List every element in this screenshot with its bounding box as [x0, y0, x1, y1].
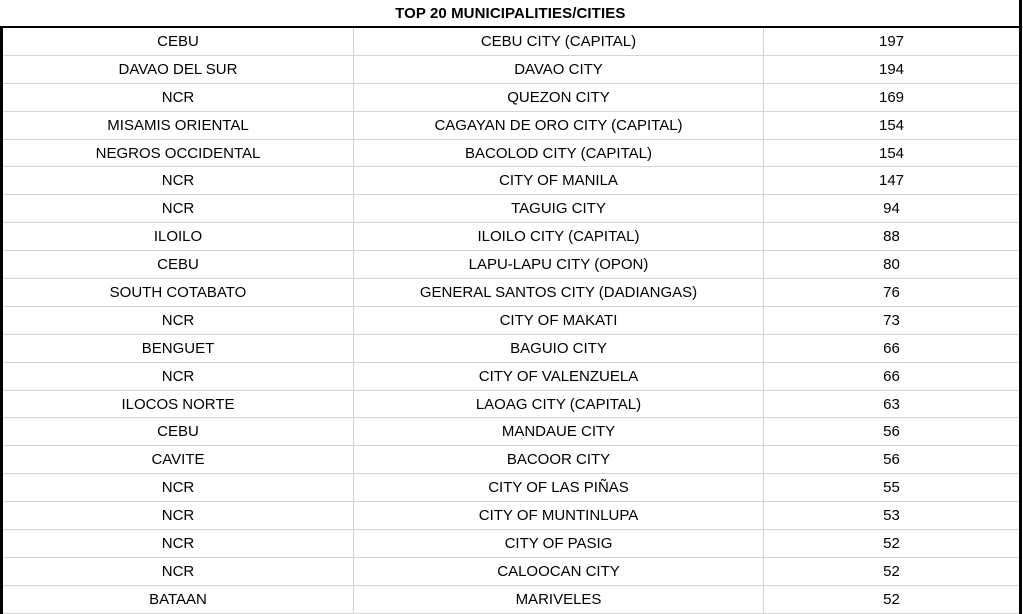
province-cell[interactable]: BATAAN: [2, 585, 354, 613]
count-cell[interactable]: 154: [764, 139, 1021, 167]
city-cell[interactable]: BACOLOD CITY (CAPITAL): [354, 139, 764, 167]
province-cell[interactable]: NEGROS OCCIDENTAL: [2, 139, 354, 167]
table-row: [2, 530, 1021, 558]
province-cell[interactable]: CEBU: [2, 27, 354, 55]
city-cell[interactable]: QUEZON CITY: [354, 83, 764, 111]
province-cell[interactable]: CAVITE: [2, 446, 354, 474]
table-row: [2, 55, 1021, 83]
table-body: [2, 27, 1021, 613]
table-row: [2, 418, 1021, 446]
city-cell[interactable]: GENERAL SANTOS CITY (DADIANGAS): [354, 279, 764, 307]
count-cell[interactable]: 52: [764, 530, 1021, 558]
city-cell[interactable]: CALOOCAN CITY: [354, 557, 764, 585]
city-cell[interactable]: ILOILO CITY (CAPITAL): [354, 223, 764, 251]
table-title[interactable]: TOP 20 MUNICIPALITIES/CITIES: [2, 0, 1021, 27]
count-cell[interactable]: 169: [764, 83, 1021, 111]
province-cell[interactable]: NCR: [2, 557, 354, 585]
count-cell[interactable]: 194: [764, 55, 1021, 83]
table-row: [2, 390, 1021, 418]
province-cell[interactable]: SOUTH COTABATO: [2, 279, 354, 307]
city-cell[interactable]: CITY OF LAS PIÑAS: [354, 474, 764, 502]
count-cell[interactable]: 55: [764, 474, 1021, 502]
table-row: [2, 83, 1021, 111]
table-row: [2, 223, 1021, 251]
table-row: [2, 446, 1021, 474]
table-row: [2, 279, 1021, 307]
city-cell[interactable]: LAOAG CITY (CAPITAL): [354, 390, 764, 418]
city-cell[interactable]: MARIVELES: [354, 585, 764, 613]
city-cell[interactable]: CITY OF PASIG: [354, 530, 764, 558]
table-row: [2, 167, 1021, 195]
count-cell[interactable]: 63: [764, 390, 1021, 418]
table-row: [2, 502, 1021, 530]
count-cell[interactable]: 66: [764, 362, 1021, 390]
city-cell[interactable]: MANDAUE CITY: [354, 418, 764, 446]
table-row: [2, 362, 1021, 390]
table-row: [2, 334, 1021, 362]
table-row: [2, 27, 1021, 55]
city-cell[interactable]: CITY OF MANILA: [354, 167, 764, 195]
table-row: [2, 306, 1021, 334]
count-cell[interactable]: 147: [764, 167, 1021, 195]
city-cell[interactable]: LAPU-LAPU CITY (OPON): [354, 251, 764, 279]
table-row: [2, 251, 1021, 279]
province-cell[interactable]: NCR: [2, 195, 354, 223]
count-cell[interactable]: 56: [764, 446, 1021, 474]
count-cell[interactable]: 94: [764, 195, 1021, 223]
table-row: [2, 585, 1021, 613]
province-cell[interactable]: NCR: [2, 362, 354, 390]
province-cell[interactable]: ILOILO: [2, 223, 354, 251]
count-cell[interactable]: 56: [764, 418, 1021, 446]
count-cell[interactable]: 53: [764, 502, 1021, 530]
city-cell[interactable]: CAGAYAN DE ORO CITY (CAPITAL): [354, 111, 764, 139]
table-row: [2, 195, 1021, 223]
city-cell[interactable]: CITY OF MAKATI: [354, 306, 764, 334]
count-cell[interactable]: 88: [764, 223, 1021, 251]
province-cell[interactable]: NCR: [2, 530, 354, 558]
city-cell[interactable]: BACOOR CITY: [354, 446, 764, 474]
city-cell[interactable]: BAGUIO CITY: [354, 334, 764, 362]
count-cell[interactable]: 73: [764, 306, 1021, 334]
province-cell[interactable]: ILOCOS NORTE: [2, 390, 354, 418]
city-cell[interactable]: DAVAO CITY: [354, 55, 764, 83]
province-cell[interactable]: NCR: [2, 502, 354, 530]
table-row: [2, 111, 1021, 139]
province-cell[interactable]: CEBU: [2, 251, 354, 279]
count-cell[interactable]: 197: [764, 27, 1021, 55]
province-cell[interactable]: DAVAO DEL SUR: [2, 55, 354, 83]
count-cell[interactable]: 76: [764, 279, 1021, 307]
province-cell[interactable]: NCR: [2, 83, 354, 111]
count-cell[interactable]: 52: [764, 557, 1021, 585]
count-cell[interactable]: 154: [764, 111, 1021, 139]
table-row: [2, 139, 1021, 167]
count-cell[interactable]: 66: [764, 334, 1021, 362]
province-cell[interactable]: NCR: [2, 306, 354, 334]
count-cell[interactable]: 80: [764, 251, 1021, 279]
city-cell[interactable]: TAGUIG CITY: [354, 195, 764, 223]
province-cell[interactable]: MISAMIS ORIENTAL: [2, 111, 354, 139]
count-cell[interactable]: 52: [764, 585, 1021, 613]
city-cell[interactable]: CITY OF MUNTINLUPA: [354, 502, 764, 530]
province-cell[interactable]: NCR: [2, 167, 354, 195]
province-cell[interactable]: BENGUET: [2, 334, 354, 362]
table-title-row: [2, 0, 1021, 27]
table-row: [2, 474, 1021, 502]
province-cell[interactable]: NCR: [2, 474, 354, 502]
city-cell[interactable]: CITY OF VALENZUELA: [354, 362, 764, 390]
province-cell[interactable]: CEBU: [2, 418, 354, 446]
city-cell[interactable]: CEBU CITY (CAPITAL): [354, 27, 764, 55]
table-row: [2, 557, 1021, 585]
